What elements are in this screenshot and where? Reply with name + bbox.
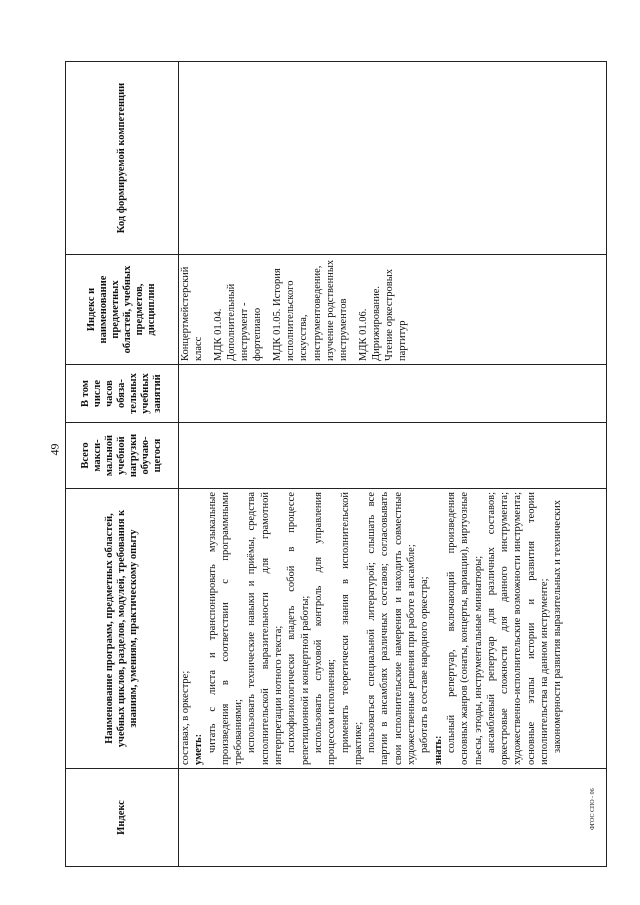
- competence-cell: [179, 62, 607, 255]
- classroom-cell: [179, 365, 607, 423]
- text-line: знать:: [432, 735, 444, 765]
- table-header-row: [66, 62, 179, 867]
- max-load-cell: [179, 423, 607, 489]
- text-line: уметь:: [193, 733, 205, 765]
- text-line: использовать технические навыки и приёмы, средства исполнительской выразительности для грамотной интерпретации нотного текста;: [246, 492, 285, 765]
- col-classroom-header: В том числе часов обяза-тельных учебных занятий: [66, 365, 179, 423]
- text-line: использовать слуховой контроль для управления процессом исполнения;: [312, 492, 338, 765]
- text-line: ансамблевый репертуар для различных составов; оркестровые сложности для данного инструмента; художественно-исполнительские возможности инструмента; основные этапы истории и развития теории исполнительства на данном инструменте;: [485, 492, 551, 765]
- text-line: психофизиологически владеть собой в процессе репетиционной и концертной работы;: [286, 492, 311, 765]
- col-index-header: Индекс: [66, 769, 179, 867]
- page-number: 49: [47, 443, 62, 456]
- text-line: читать с листа и транспонировать музыкальные произведения в соответствии с программными требованиями;: [206, 492, 245, 765]
- text-line: работать в составе народного оркестра;: [419, 576, 431, 753]
- table-row: [179, 62, 607, 867]
- curriculum-table: [65, 61, 607, 867]
- col-competence-header: Код формируемой компетенции: [66, 62, 179, 255]
- text-line: закономерности развития выразительных и технических: [552, 500, 564, 753]
- text-line: составах, в оркестре;: [180, 670, 191, 765]
- col-max-load-header: Всего макси-мальной учебной нагрузки обучаю-щегося: [66, 423, 179, 489]
- footer-text: ФГОС СПО - 06: [590, 788, 596, 830]
- requirements-cell: [179, 489, 607, 769]
- discipline-item: МДК 01.05. История исполнительского искусства, инструментоведение, изучение родственных инструментов: [271, 259, 350, 361]
- discipline-item: МДК 01.06. Дирижирование. Чтение оркестровых партитур: [357, 269, 409, 361]
- disciplines-cell: [179, 255, 607, 365]
- text-line: применять теоретически знания в исполнительской практике;: [339, 492, 364, 765]
- discipline-item: МДК 01.04. Дополнительный инструмент - фортепиано: [212, 283, 264, 361]
- col-name-header: Наименование программ, предметных областей, учебных циклов, разделов, модулей, требования к знаниям, умениям, практическому опыту: [66, 489, 179, 769]
- text-line: сольный репертуар, включающий произведения основных жанров (сонаты, концерты, вариации), виртуозные пьесы, этюды, инструментальные миниатюры;: [445, 492, 484, 765]
- text-line: пользоваться специальной литературой; слышать все партии в ансамблях различных составов; согласовывать свои исполнительские намерения и находить совместные художественные решения при работе в ансамбле;: [366, 492, 418, 765]
- index-cell: [179, 769, 607, 867]
- col-disciplines-header: Индекс и наименование предметных областей, учебных предметов, дисциплин: [66, 255, 179, 365]
- discipline-item: Концертмейстерский класс: [180, 266, 205, 361]
- rotated-page: [65, 62, 607, 867]
